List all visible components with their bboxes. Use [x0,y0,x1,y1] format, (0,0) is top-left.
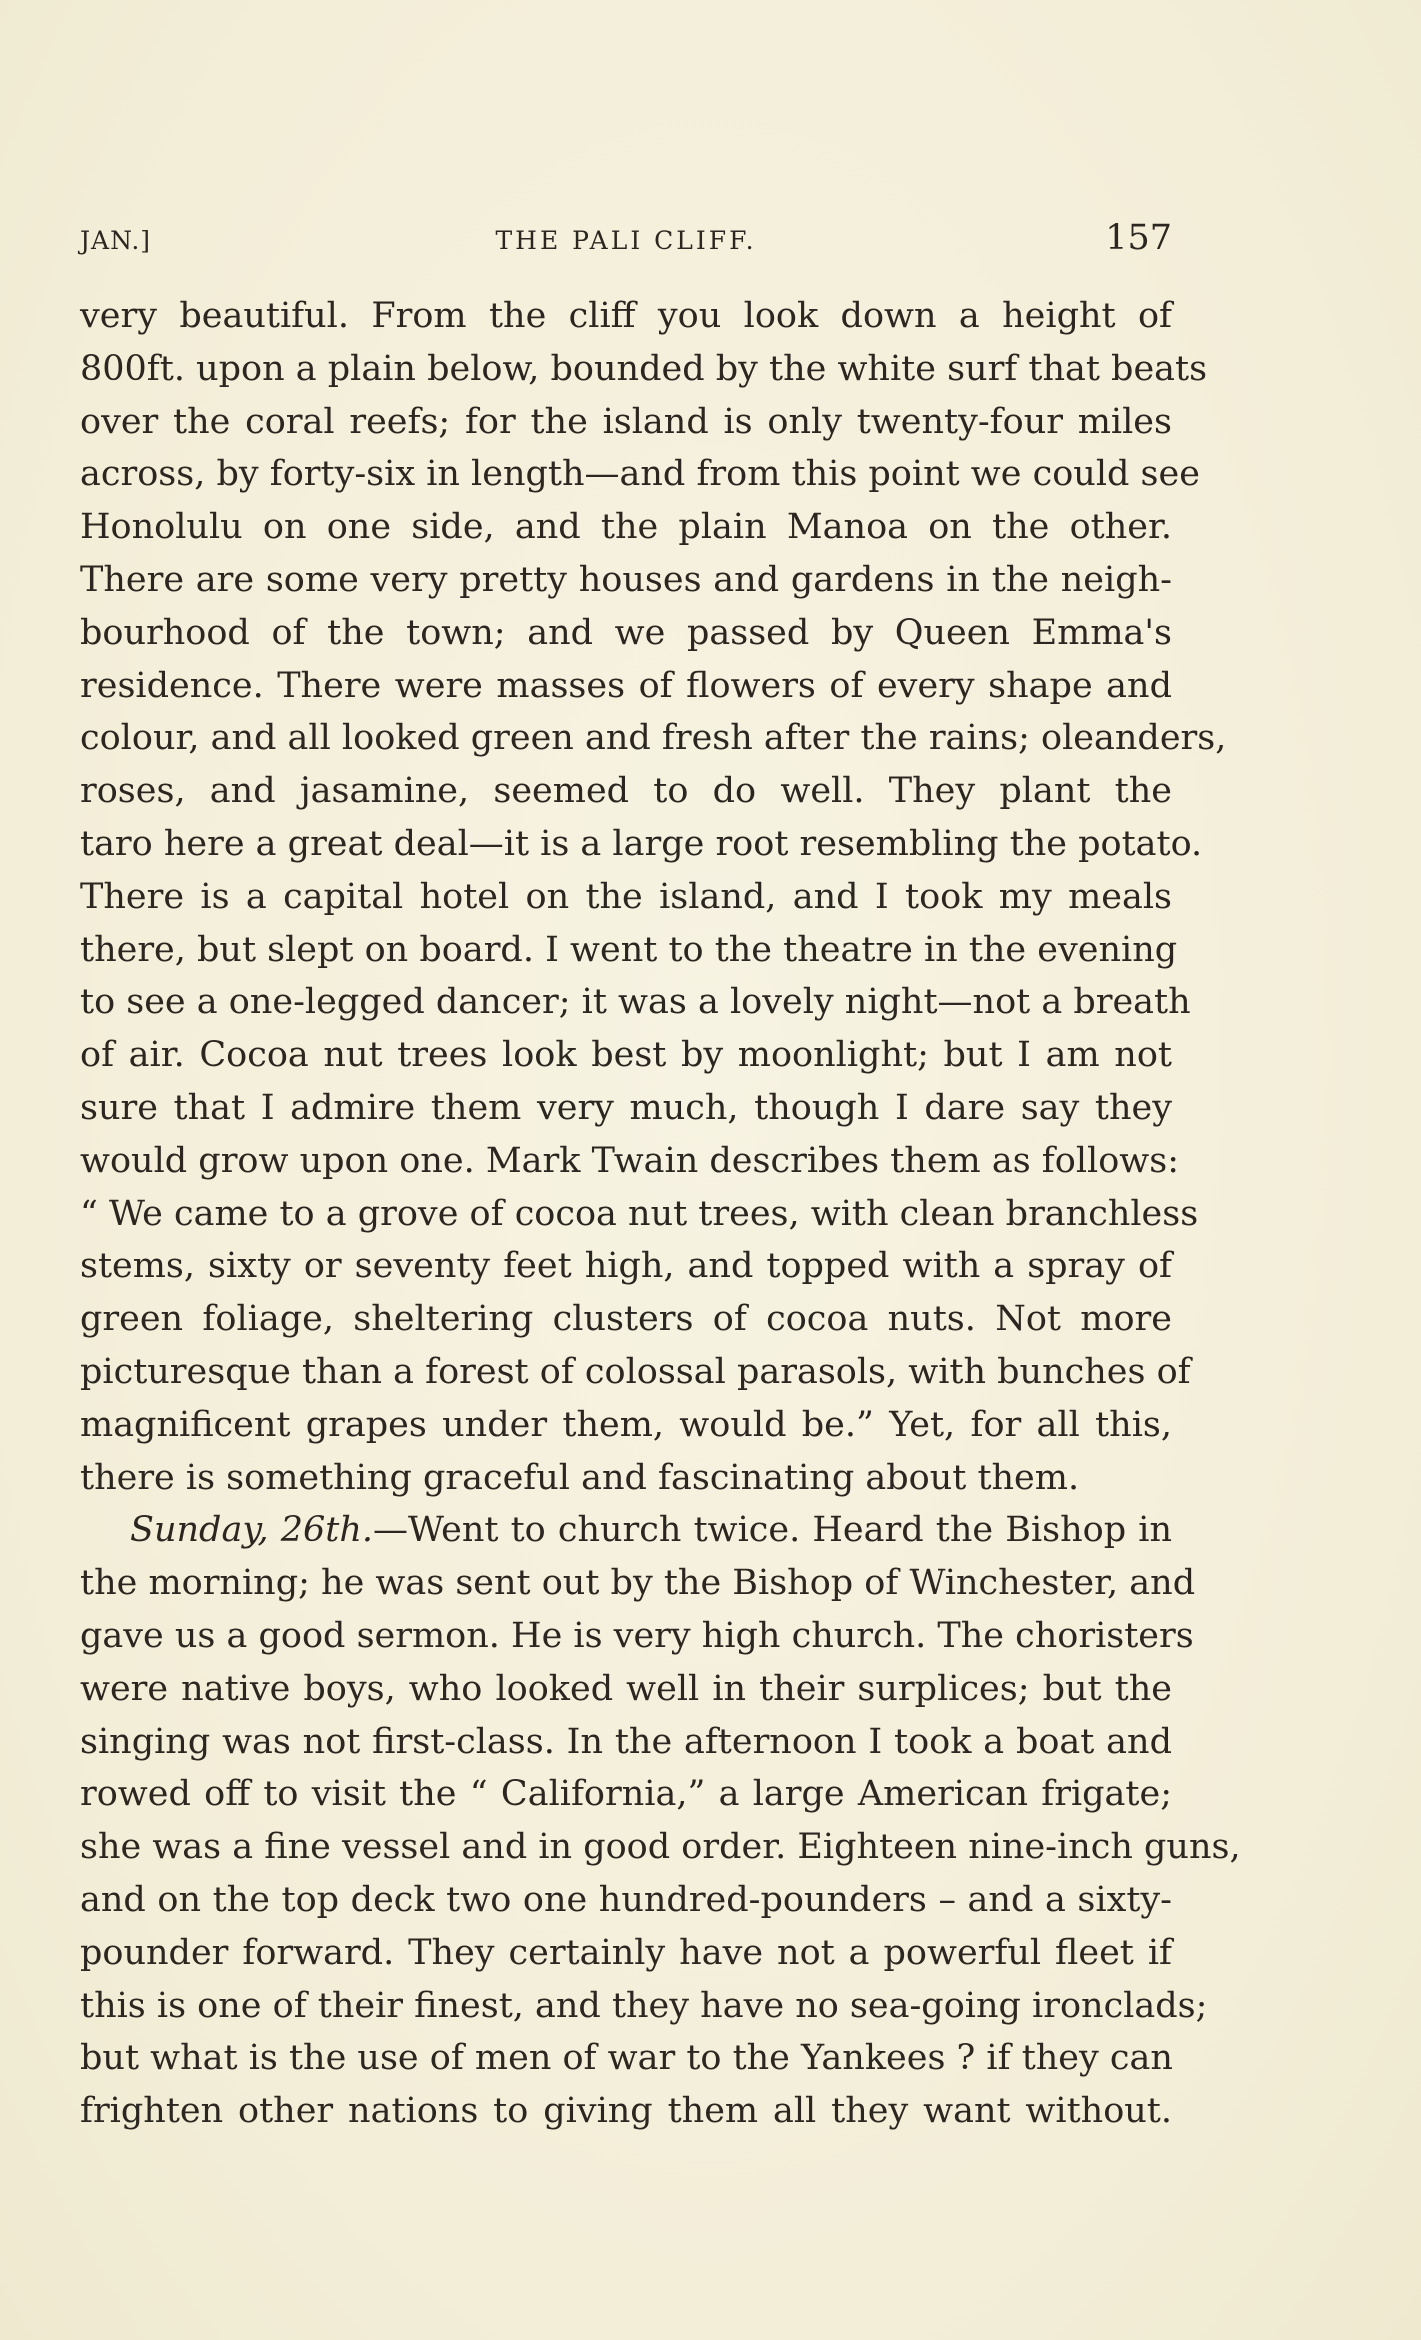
text-line: sure that I admire them very much, though I dare say they [80,1087,1172,1128]
text-line: rowed off to visit the “ California,” a large American frigate; [80,1774,1172,1815]
text-line: magnificent grapes under them, would be.” Yet, for all this, [80,1404,1172,1445]
text-line: gave us a good sermon. He is very high church. The choristers [80,1615,1194,1656]
text-line: she was a fine vessel and in good order. Eighteen nine-inch guns, [80,1827,1241,1868]
text-line: this is one of their finest, and they have no sea-going ironclads; [80,1985,1208,2026]
text-line: bourhood of the town; and we passed by Queen Emma's [80,612,1172,653]
text-line: colour, and all looked green and fresh after the rains; oleanders, [80,718,1227,759]
text-line: roses, and jasamine, seemed to do well. They plant the [80,771,1172,812]
text-line: over the coral reefs; for the island is only twenty-four miles [80,401,1172,442]
text-line: taro here a great deal—it is a large root resembling the potato. [80,823,1203,864]
text-line: singing was not first-class. In the afternoon I took a boat and [80,1721,1172,1762]
text-line: across, by forty-six in length—and from this point we could see [80,454,1200,495]
text-line: would grow upon one. Mark Twain describes them as follows: [80,1140,1179,1181]
text-line: the morning; he was sent out by the Bishop of Winchester, and [80,1563,1196,1604]
text-line: There is a capital hotel on the island, and I took my meals [80,876,1172,917]
text-fragment: —Went to church twice. Heard the Bishop in [373,1510,1172,1551]
text-line: There are some very pretty houses and gardens in the neigh- [80,559,1172,600]
text-line: to see a one-legged dancer; it was a lovely night—not a breath [80,982,1191,1023]
text-line: Honolulu on one side, and the plain Manoa on the other. [80,507,1172,548]
header-month: JAN.] [80,226,152,255]
text-line: very beautiful. From the cliff you look down a height of [80,296,1172,336]
text-line: but what is the use of men of war to the Yankees ? if they can [80,2038,1173,2079]
text-line: green foliage, sheltering clusters of cocoa nuts. Not more [80,1299,1172,1340]
header-title: THE PALI CLIFF. [495,226,757,255]
text-line: were native boys, who looked well in their surplices; but the [80,1668,1172,1709]
paragraph-start-line [80,1504,1172,1557]
text-line: picturesque than a forest of colossal parasols, with bunches of [80,1351,1191,1392]
text-line: and on the top deck two one hundred-pounders – and a sixty- [80,1879,1172,1920]
diary-date: Sunday, 26th. [130,1510,373,1551]
text-line: pounder forward. They certainly have not a powerful fleet if [80,1932,1172,1973]
text-line: frighten other nations to giving them all they want without. [80,2091,1172,2132]
text-line: “ We came to a grove of cocoa nut trees, with clean branchless [80,1193,1199,1234]
text-line: of air. Cocoa nut trees look best by moonlight; but I am not [80,1035,1172,1076]
text-line: 800ft. upon a plain below, bounded by the white surf that beats [80,348,1208,389]
text-line: stems, sixty or seventy feet high, and topped with a spray of [80,1246,1172,1287]
running-header [80,218,1172,268]
text-line: there is something graceful and fascinating about them. [80,1457,1080,1498]
text-line: there, but slept on board. I went to the theatre in the evening [80,929,1178,970]
body-text [80,290,1241,2138]
page-number: 157 [1105,218,1172,258]
text-line: residence. There were masses of flowers of every shape and [80,665,1172,706]
